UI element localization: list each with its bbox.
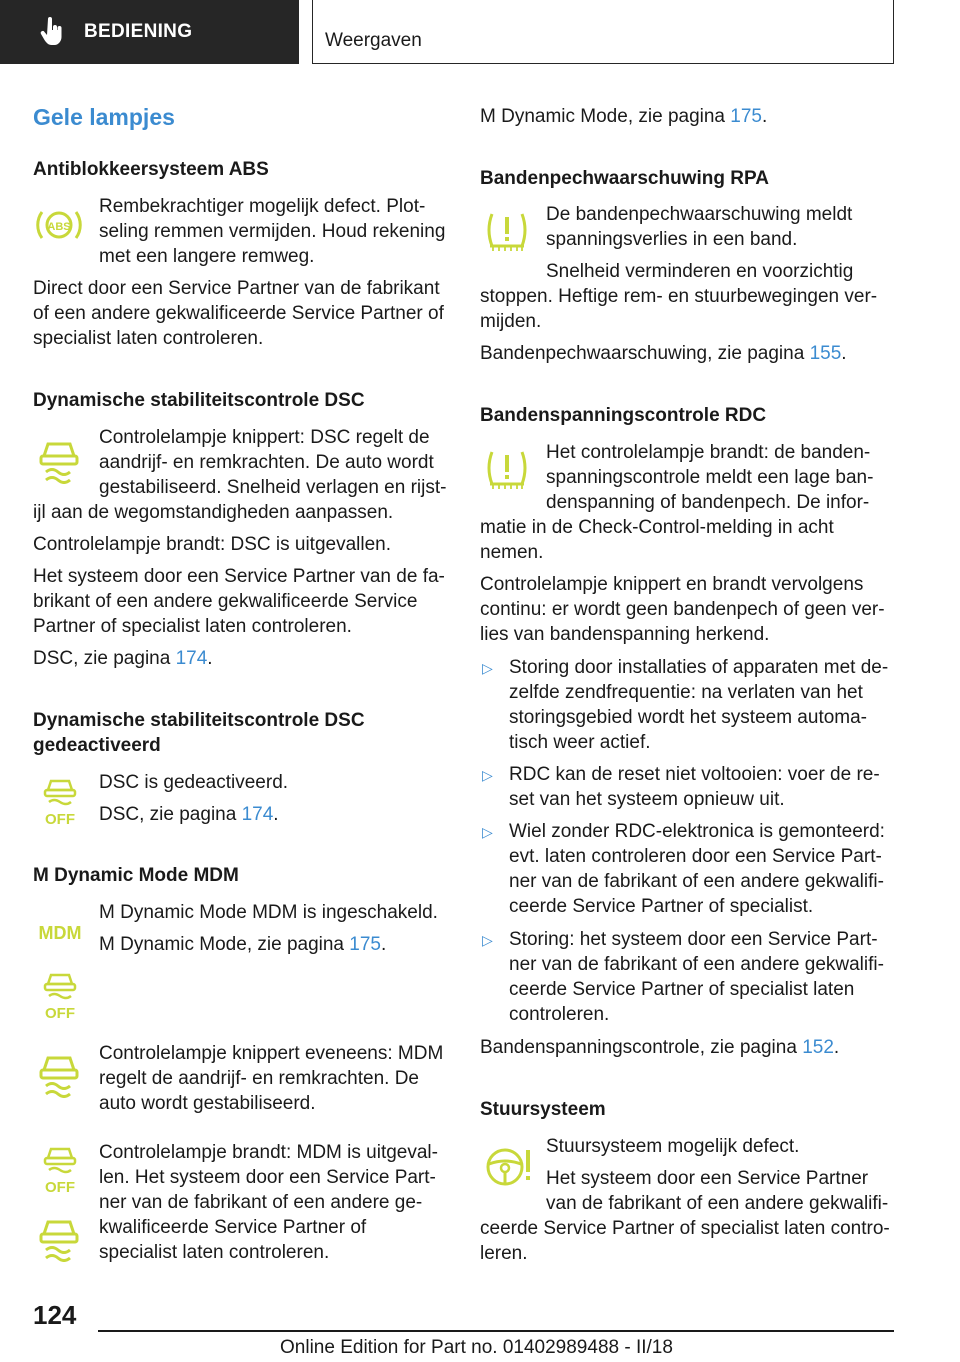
rdc-line-5: nemen. [480,542,544,563]
rdc-line-2: spanningscontrole meldt een lage ban- [546,467,874,488]
top-page-link[interactable]: 175 [730,106,762,127]
dsc-off-icon-2-text: OFF [45,1005,75,1020]
dsc-off-page-link[interactable]: 174 [241,804,274,825]
rdc-heading: Bandenspanningscontrole RDC [480,405,767,426]
bullet-triangle-icon: ▷ [482,824,493,840]
steering-line-2: Het systeem door een Service Partner [546,1168,869,1189]
rpa-line-1: De bandenpechwaarschuwing meldt [546,204,853,225]
bullet-triangle-icon: ▷ [482,932,493,948]
rpa-reference [480,341,892,366]
mdm-flash-line-3: auto wordt gestabiliseerd. [99,1093,316,1114]
mdm-flash-line-2: regelt de aandrijf- en remkrachten. De [99,1068,419,1089]
steering-line-1: Stuursysteem mogelijk defect. [546,1136,800,1157]
dsc-line-8: Partner of specialist laten controleren. [33,616,352,637]
chapter-box [312,0,894,64]
dsc-line-5: Controlelampje brandt: DSC is uitgevallen. [33,534,392,555]
rdc-line-4: matie in de Check-Control-melding in acht [480,517,834,538]
dsc-reference [33,646,449,671]
steering-heading: Stuursysteem [480,1099,606,1120]
rpa-line-5: mijden. [480,311,542,332]
dsc-off-heading-2: gedeactiveerd [33,735,161,756]
steering-line-4: ceerde Service Partner of specialist laten contro- [480,1218,890,1239]
dsc-off-icon-3-text: OFF [45,1179,75,1194]
mdm-ref-end: . [380,934,387,955]
bullet-triangle-icon: ▷ [482,660,493,676]
dsc-off-reference [99,802,451,827]
bullet-3-line-1: Wiel zonder RDC-elektronica is gemonteerd: [509,821,885,842]
rdc-line-8: lies van bandenspanning herkend. [480,624,770,645]
dsc-off-heading-1: Dynamische stabiliteitscontrole DSC [33,710,365,731]
bullet-1-line-2: zelfde zendfrequentie: na verlaten van het [509,682,863,703]
bullet-4-line-4: controleren. [509,1004,610,1025]
rpa-page-link[interactable]: 155 [809,343,842,364]
mdm-page-link[interactable]: 175 [349,934,381,955]
rpa-ref-text: Bandenpechwaarschuwing, zie pagina [480,343,810,364]
rpa-ref-end: . [841,343,847,364]
mdm-ref-text: M Dynamic Mode, zie pagina [99,934,350,955]
dsc-line-1: Controlelampje knippert: DSC regelt de [99,427,430,448]
bullet-4-line-2: ner van de fabrikant of een andere gekwalifi- [509,954,884,975]
tire-pressure-icon [482,448,532,494]
dsc-page-link[interactable]: 174 [175,648,208,669]
dsc-line-7: brikant of een andere gekwalificeerde Service [33,591,418,612]
dsc-off-line-1: DSC is gedeactiveerd. [99,772,289,793]
section-tab [0,0,299,64]
bullet-1-line-1: Storing door installaties of apparaten met de- [509,657,889,678]
page-number: 124 [33,1300,77,1330]
hand-pointer-icon [40,17,64,47]
dsc-skid-icon [36,432,82,484]
rdc-reference [480,1035,892,1060]
dsc-ref-end: . [207,648,213,669]
abs-para-3: specialist laten controleren. [33,328,264,349]
tire-warning-icon [482,210,532,256]
dsc-skid-icon-2 [36,1046,82,1098]
dsc-ref-text: DSC, zie pagina [33,648,176,669]
mdm-fail-line-5: specialist laten controleren. [99,1242,330,1263]
steering-line-3: van de fabrikant of een andere gekwalifi- [546,1193,889,1214]
footer-divider [98,1330,894,1332]
mdm-fail-line-3: ner van de fabrikant of een andere ge- [99,1192,423,1213]
dsc-off-icon-3 [40,1144,80,1194]
rpa-line-4: stoppen. Heftige rem- en stuurbewegingen ver- [480,286,878,307]
mdm-icon-text: MDM [38,923,82,943]
footer-edition: Online Edition for Part no. 01402989488 - II/18 [280,1337,673,1358]
abs-para-1: Direct door een Service Partner van de fabrikant [33,278,440,299]
bullet-2-line-2: set van het systeem opnieuw uit. [509,789,785,810]
mdm-heading: M Dynamic Mode MDM [33,865,239,886]
dsc-skid-icon-3 [36,1210,82,1262]
bullet-3-line-2: evt. laten controleren door een Service Part- [509,846,882,867]
mdm-reference [99,932,451,957]
abs-heading: Antiblokkeersysteem ABS [33,159,269,180]
mdm-icon [34,920,86,944]
bullet-2-line-1: RDC kan de reset niet voltooien: voer de re- [509,764,880,785]
dsc-off-icon-text: OFF [45,811,75,826]
abs-line-2: seling remmen vermijden. Houd rekening [99,221,446,242]
bullet-4-line-3: ceerde Service Partner of specialist laten [509,979,855,1000]
rpa-line-2: spanningsverlies in een band. [546,229,798,250]
dsc-off-icon [40,776,80,826]
mdm-flash-line-1: Controlelampje knippert eveneens: MDM [99,1043,444,1064]
rdc-line-1: Het controlelampje brandt: de banden- [546,442,871,463]
dsc-line-3: gestabiliseerd. Snelheid verlagen en rijst- [99,477,447,498]
rpa-heading: Bandenpechwaarschuwing RPA [480,168,769,189]
dsc-off-ref-text: DSC, zie pagina [99,804,242,825]
top-ref-text: M Dynamic Mode, zie pagina [480,106,731,127]
rdc-ref-text: Bandenspanningscontrole, zie pagina [480,1037,803,1058]
mdm-fail-line-1: Controlelampje brandt: MDM is uitgeval- [99,1142,438,1163]
abs-line-3: met een langere remweg. [99,246,315,267]
abs-line-1: Rembekrachtiger mogelijk defect. Plot- [99,196,426,217]
mdm-fail-line-2: len. Het systeem door een Service Part- [99,1167,436,1188]
bullet-1-line-4: tisch weer actief. [509,732,651,753]
dsc-heading: Dynamische stabiliteitscontrole DSC [33,390,365,411]
dsc-off-icon-2 [40,970,80,1020]
mdm-top-reference [480,104,892,129]
section-label: BEDIENING [84,21,193,42]
chapter-label: Weergaven [325,30,422,51]
abs-icon-text: ABS [47,221,71,233]
bullet-triangle-icon: ▷ [482,767,493,783]
dsc-line-2: aandrijf- en remkrachten. De auto wordt [99,452,434,473]
dsc-line-6: Het systeem door een Service Partner van de fa- [33,566,445,587]
bullet-4-line-1: Storing: het systeem door een Service Part- [509,929,878,950]
bullet-3-line-4: ceerde Service Partner of specialist. [509,896,814,917]
rdc-line-6: Controlelampje knippert en brandt vervolgens [480,574,864,595]
bullet-1-line-3: storingsgebied wordt het systeem automa- [509,707,868,728]
page-title: Gele lampjes [33,104,175,130]
rdc-line-7: continu: er wordt geen bandenpech of geen ver- [480,599,885,620]
abs-para-2: of een andere gekwalificeerde Service Partner of [33,303,444,324]
mdm-line-1: M Dynamic Mode MDM is ingeschakeld. [99,902,438,923]
bullet-3-line-3: ner van de fabrikant of een andere gekwalifi- [509,871,884,892]
dsc-line-4: ijl aan de wegomstandigheden aanpassen. [33,502,394,523]
abs-warning-icon [33,204,85,246]
top-ref-end: . [761,106,768,127]
rdc-line-3: denspanning of bandenpech. De infor- [546,492,870,513]
rpa-line-3: Snelheid verminderen en voorzichtig [546,261,854,282]
dsc-off-ref-end: . [273,804,279,825]
rdc-page-link[interactable]: 152 [802,1037,834,1058]
steering-warning-icon [481,1144,537,1190]
mdm-fail-line-4: kwalificeerde Service Partner of [99,1217,367,1238]
steering-line-5: leren. [480,1243,528,1264]
rdc-ref-end: . [833,1037,840,1058]
